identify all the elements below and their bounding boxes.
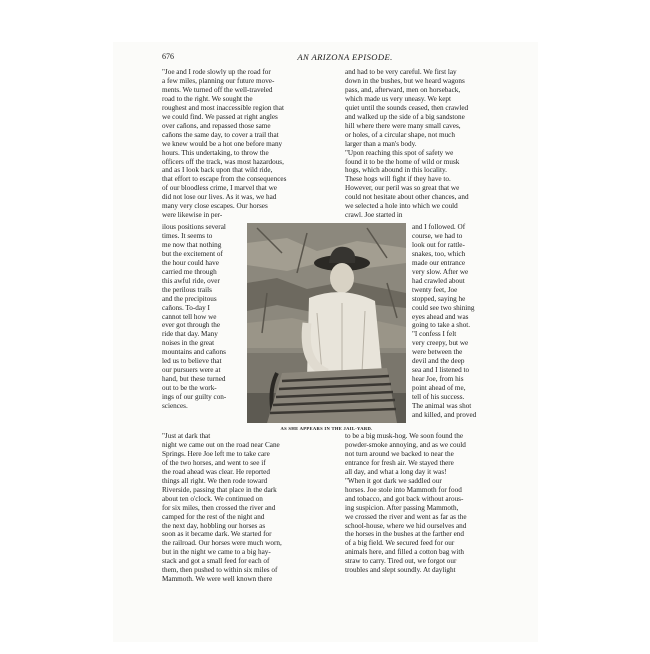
- text-line: the road ahead was clear. He reported: [162, 467, 270, 476]
- text-line: Springs. Here Joe left me to take care: [162, 449, 270, 458]
- running-title: AN ARIZONA EPISODE.: [297, 52, 393, 62]
- text-line: to be a big musk-hog. We soon found the: [345, 432, 464, 440]
- text-line: but in the night we came to a big hay-: [162, 548, 271, 557]
- text-line: our pursuers were at: [162, 366, 221, 375]
- text-line: very creepy, but we: [412, 339, 469, 348]
- text-line: "Just at dark that: [162, 432, 211, 440]
- figure-caption: AS SHE APPEARS IN THE JAIL-YARD.: [280, 426, 373, 431]
- jail-yard-photograph: [247, 223, 406, 423]
- text-line: me now that nothing: [162, 240, 222, 249]
- text-line: hill where there were many small caves,: [345, 121, 461, 130]
- text-line: look out for rattle-: [412, 240, 465, 249]
- text-line: horses. Joe stole into Mammoth for food: [345, 485, 462, 494]
- text-line: of a big field. We secured feed for our: [345, 539, 455, 548]
- text-line: for six miles, then crossed the river and: [162, 503, 276, 512]
- text-line: larger than a man's body.: [345, 139, 417, 148]
- text-line: ings of our guilty con-: [162, 393, 227, 402]
- text-line: crawl. Joe started in: [345, 211, 403, 220]
- text-line: troubles and slept soundly. At daylight: [345, 566, 456, 575]
- text-line: made our entrance: [412, 258, 466, 267]
- text-line: of the two horses, and went to see if: [162, 458, 266, 467]
- text-line: animals here, and filled a cotton bag with: [345, 548, 464, 557]
- text-line: "When it got dark we saddled our: [345, 476, 442, 485]
- text-line: sea and I listened to: [412, 366, 470, 375]
- text-line: straw to carry. Tired out, we forgot our: [345, 557, 457, 566]
- text-line: over cañons, and repassed those same: [162, 121, 271, 130]
- left-column-wrap: [162, 223, 242, 411]
- text-line: cañons the same day, to cover a trail that: [162, 130, 279, 139]
- text-line: and as I look back upon that wild ride,: [162, 166, 273, 175]
- text-line: camped for the rest of the night and: [162, 512, 265, 521]
- text-line: hear Joe, from his: [412, 375, 464, 384]
- text-line: not turn around we backed to near the: [345, 449, 454, 458]
- text-line: ing suspicion. After passing Mammoth,: [345, 503, 459, 512]
- text-line: "I confess I felt: [412, 330, 457, 339]
- text-line: and the precipitous: [162, 294, 217, 303]
- text-line: going to take a shot.: [412, 321, 471, 330]
- text-line: which made us very uneasy. We kept: [345, 94, 452, 103]
- text-line: many very close escapes. Our horses: [162, 202, 268, 211]
- text-line: things all right. We then rode toward: [162, 476, 268, 485]
- page-number: 676: [162, 52, 174, 61]
- text-line: However, our peril was so great that we: [345, 184, 460, 193]
- text-line: them, then pushed to within six miles of: [162, 566, 278, 575]
- text-line: but the excitement of: [162, 249, 223, 258]
- text-line: roughest and most inaccessible region that: [162, 103, 284, 112]
- text-line: course, we had to: [412, 231, 463, 240]
- right-column-bottom: [345, 432, 529, 575]
- text-line: and had to be very careful. We first lay: [345, 68, 457, 76]
- text-line: we selected a hole into which we could: [345, 202, 458, 211]
- text-line: twenty feet, Joe: [412, 285, 458, 294]
- text-line: powder-smoke annoying, and as we could: [345, 440, 466, 449]
- left-column-top: [162, 68, 326, 220]
- text-line: and killed, and proved: [412, 411, 477, 420]
- text-line: hand, but these turned: [162, 375, 226, 384]
- text-line: the next day, hobbling our horses as: [162, 521, 266, 530]
- text-line: this awful ride, over: [162, 276, 220, 285]
- text-line: noises in the great: [162, 339, 215, 348]
- text-line: These hogs will fight if they have to.: [345, 175, 451, 184]
- text-line: Mammoth. We were well known there: [162, 575, 273, 584]
- text-line: had crawled about: [412, 276, 465, 285]
- text-line: the perilous trails: [162, 285, 212, 294]
- text-line: entrance for fresh air. We stayed there: [345, 458, 454, 467]
- photo-illustration: [247, 223, 406, 423]
- text-line: The animal was shot: [412, 402, 472, 411]
- text-line: down in the bushes, but we heard wagons: [345, 76, 465, 85]
- text-line: and tobacco, and got back without arous-: [345, 494, 464, 503]
- text-line: we crossed the river and went as far as the: [345, 512, 467, 521]
- text-line: were likewise in per-: [162, 211, 223, 220]
- text-line: road to the right. We sought the: [162, 94, 253, 103]
- text-line: quiet until the sounds ceased, then crawled: [345, 103, 469, 112]
- text-line: "Upon reaching this spot of safety we: [345, 148, 454, 157]
- text-line: we could find. We passed at right angles: [162, 112, 278, 121]
- text-line: the hour could have: [162, 258, 219, 267]
- text-line: the railroad. Our horses were much worn,: [162, 539, 282, 548]
- text-line: and I followed. Of: [412, 223, 466, 231]
- text-line: eyes ahead and was: [412, 312, 469, 321]
- text-line: about ten o'clock. We continued on: [162, 494, 263, 503]
- text-line: stopped, saying he: [412, 294, 466, 303]
- text-line: Riverside, passing that place in the dark: [162, 485, 277, 494]
- text-line: carried me through: [162, 267, 217, 276]
- text-line: devil and the deep: [412, 357, 465, 366]
- text-line: hours. This undertaking, to throw the: [162, 148, 269, 157]
- text-line: stack and got a small feed for each of: [162, 557, 270, 566]
- text-line: ilous positions several: [162, 223, 226, 231]
- text-line: times. It seems to: [162, 231, 213, 240]
- text-line: tell of his success.: [412, 393, 465, 402]
- right-column-top: [345, 68, 529, 220]
- text-line: a few miles, planning our future move-: [162, 76, 275, 85]
- text-line: were between the: [412, 348, 463, 357]
- text-line: very slow. After we: [412, 267, 469, 276]
- text-line: school-house, where we hid ourselves and: [345, 521, 467, 530]
- text-line: the horses in the bushes at the farther end: [345, 530, 464, 539]
- text-line: could not hesitate about other chances, and: [345, 193, 469, 202]
- text-line: all day, and what a long day it was!: [345, 467, 447, 476]
- page-header: [162, 52, 528, 64]
- text-line: led us to believe that: [162, 357, 222, 366]
- text-line: ments. We turned off the well-traveled: [162, 85, 273, 94]
- text-line: ride that day. Many: [162, 330, 218, 339]
- text-line: found it to be the home of wild or musk: [345, 157, 460, 166]
- text-line: out to be the work-: [162, 384, 217, 393]
- text-line: cañons. To-day I: [162, 303, 210, 312]
- text-line: "Joe and I rode slowly up the road for: [162, 68, 271, 76]
- text-line: did not lose our lives. As it was, we had: [162, 193, 277, 202]
- text-line: hogs, which abound in this locality.: [345, 166, 447, 175]
- text-line: of our bloodless crime, I marvel that we: [162, 184, 277, 193]
- text-line: pass, and, afterward, men on horseback,: [345, 85, 461, 94]
- text-line: that effort to escape from the consequences: [162, 175, 287, 184]
- text-line: ever got through the: [162, 321, 221, 330]
- right-column-wrap: [412, 223, 529, 420]
- text-line: cannot tell how we: [162, 312, 217, 321]
- left-column-bottom: [162, 432, 326, 584]
- text-line: could see two shining: [412, 303, 475, 312]
- text-line: officers off the track, was most hazardous,: [162, 157, 284, 166]
- text-line: we knew would be a hot one before many: [162, 139, 283, 148]
- text-line: night we came out on the road near Cane: [162, 440, 280, 449]
- text-line: or holes, of a circular shape, not much: [345, 130, 455, 139]
- text-line: snakes, too, which: [412, 249, 466, 258]
- text-line: mountains and cañons: [162, 348, 226, 357]
- text-line: and walked up the side of a big sandstone: [345, 112, 465, 121]
- text-line: soon as it became dark. We started for: [162, 530, 272, 539]
- text-line: sciences.: [162, 402, 188, 411]
- text-line: point ahead of me,: [412, 384, 466, 393]
